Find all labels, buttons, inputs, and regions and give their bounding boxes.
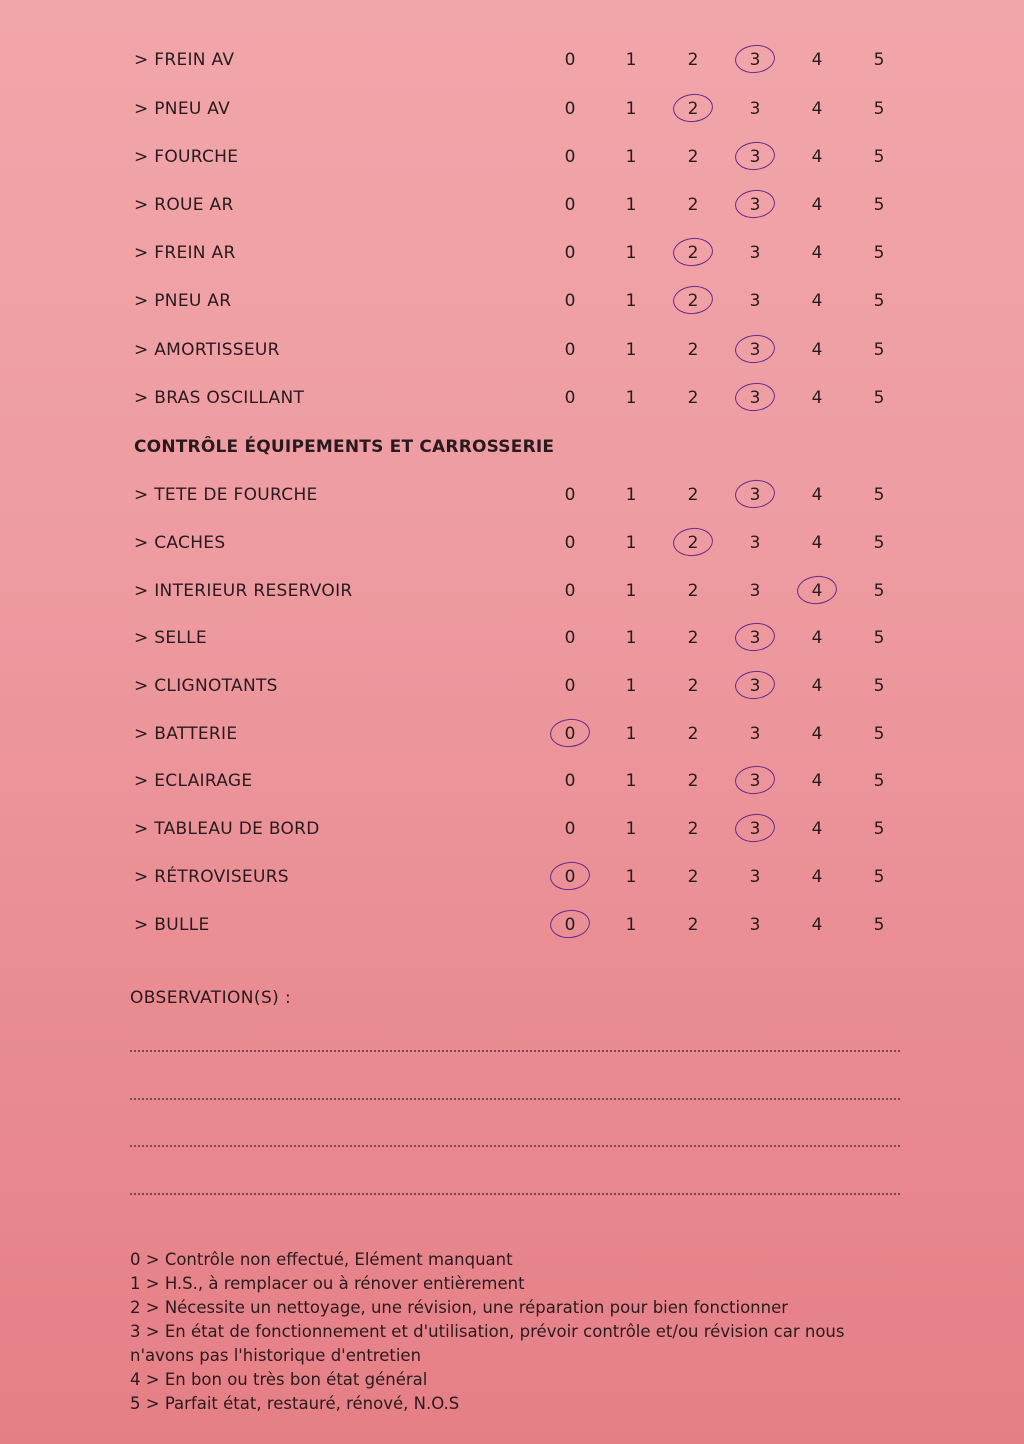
inspection-row <box>0 815 1024 847</box>
inspection-row <box>0 384 1024 416</box>
item-label: > PNEU AR <box>134 291 232 311</box>
item-label: > INTERIEUR RESERVOIR <box>134 581 353 601</box>
score-circled[interactable]: 0 <box>550 724 590 744</box>
score-option[interactable]: 2 <box>687 485 699 505</box>
score-option[interactable]: 5 <box>873 291 885 311</box>
score-option[interactable]: 5 <box>873 195 885 215</box>
score-option[interactable]: 4 <box>811 388 823 408</box>
item-label: > SELLE <box>134 628 207 648</box>
score-option[interactable]: 1 <box>625 50 637 70</box>
item-label: > BATTERIE <box>134 724 238 744</box>
inspection-row <box>0 672 1024 704</box>
score-option[interactable]: 5 <box>873 533 885 553</box>
observation-line[interactable] <box>130 1098 900 1100</box>
score-option[interactable]: 1 <box>625 388 637 408</box>
item-label: > FREIN AV <box>134 50 235 70</box>
score-option[interactable]: 4 <box>811 915 823 935</box>
inspection-row <box>0 529 1024 561</box>
score-circled[interactable]: 3 <box>735 195 775 215</box>
inspection-row <box>0 624 1024 656</box>
score-option[interactable]: 1 <box>625 291 637 311</box>
score-option[interactable]: 3 <box>749 291 761 311</box>
score-option[interactable]: 4 <box>811 99 823 119</box>
score-option[interactable]: 0 <box>564 819 576 839</box>
score-option[interactable]: 4 <box>811 771 823 791</box>
score-option[interactable]: 2 <box>687 819 699 839</box>
score-option[interactable]: 5 <box>873 340 885 360</box>
score-option[interactable]: 5 <box>873 915 885 935</box>
score-option[interactable]: 4 <box>811 485 823 505</box>
inspection-row <box>0 46 1024 78</box>
observations-label: OBSERVATION(S) : <box>130 988 292 1008</box>
score-option[interactable]: 2 <box>687 676 699 696</box>
score-option[interactable]: 4 <box>811 628 823 648</box>
score-option[interactable]: 5 <box>873 147 885 167</box>
score-option[interactable]: 0 <box>564 628 576 648</box>
score-option[interactable]: 4 <box>811 243 823 263</box>
score-option[interactable]: 2 <box>687 915 699 935</box>
section-title: CONTRÔLE ÉQUIPEMENTS ET CARROSSERIE <box>134 437 555 457</box>
score-circled[interactable]: 0 <box>550 915 590 935</box>
score-option[interactable]: 4 <box>811 195 823 215</box>
score-circled[interactable]: 3 <box>735 50 775 70</box>
score-option[interactable]: 1 <box>625 533 637 553</box>
item-label: > CLIGNOTANTS <box>134 676 278 696</box>
score-option[interactable]: 4 <box>811 340 823 360</box>
score-circled[interactable]: 3 <box>735 628 775 648</box>
score-option[interactable]: 0 <box>564 291 576 311</box>
score-option[interactable]: 2 <box>687 581 699 601</box>
score-option[interactable]: 5 <box>873 819 885 839</box>
score-option[interactable]: 1 <box>625 195 637 215</box>
score-option[interactable]: 5 <box>873 99 885 119</box>
score-circled[interactable]: 2 <box>673 533 713 553</box>
score-circled[interactable]: 3 <box>735 485 775 505</box>
score-option[interactable]: 3 <box>749 243 761 263</box>
score-option[interactable]: 4 <box>811 676 823 696</box>
score-option[interactable]: 5 <box>873 724 885 744</box>
inspection-row <box>0 239 1024 271</box>
inspection-row <box>0 191 1024 223</box>
score-option[interactable]: 5 <box>873 50 885 70</box>
inspection-row <box>0 95 1024 127</box>
score-option[interactable]: 2 <box>687 771 699 791</box>
item-label: > BULLE <box>134 915 210 935</box>
legend-item: 5 > Parfait état, restauré, rénové, N.O.S <box>130 1394 460 1413</box>
score-option[interactable]: 4 <box>811 819 823 839</box>
item-label: > FOURCHE <box>134 147 239 167</box>
score-option[interactable]: 5 <box>873 388 885 408</box>
score-option[interactable]: 1 <box>625 867 637 887</box>
score-option[interactable]: 1 <box>625 340 637 360</box>
item-label: > AMORTISSEUR <box>134 340 280 360</box>
score-circled[interactable]: 3 <box>735 340 775 360</box>
score-option[interactable]: 1 <box>625 147 637 167</box>
score-option[interactable]: 1 <box>625 724 637 744</box>
score-option[interactable]: 0 <box>564 533 576 553</box>
score-option[interactable]: 1 <box>625 771 637 791</box>
score-option[interactable]: 3 <box>749 533 761 553</box>
score-option[interactable]: 0 <box>564 771 576 791</box>
legend-item: 2 > Nécessite un nettoyage, une révision, une réparation pour bien fonctionner <box>130 1298 789 1317</box>
score-circled[interactable]: 2 <box>673 243 713 263</box>
observation-line[interactable] <box>130 1193 900 1195</box>
score-option[interactable]: 4 <box>811 50 823 70</box>
inspection-row <box>0 287 1024 319</box>
score-option[interactable]: 5 <box>873 867 885 887</box>
inspection-row <box>0 143 1024 175</box>
score-option[interactable]: 2 <box>687 147 699 167</box>
score-circled[interactable]: 2 <box>673 291 713 311</box>
score-option[interactable]: 4 <box>811 147 823 167</box>
item-label: > ROUE AR <box>134 195 234 215</box>
score-option[interactable]: 4 <box>811 867 823 887</box>
score-option[interactable]: 0 <box>564 147 576 167</box>
item-label: > PNEU AV <box>134 99 231 119</box>
item-label: > CACHES <box>134 533 226 553</box>
score-option[interactable]: 2 <box>687 50 699 70</box>
score-option[interactable]: 0 <box>564 99 576 119</box>
item-label: > TABLEAU DE BORD <box>134 819 320 839</box>
score-circled[interactable]: 3 <box>735 771 775 791</box>
score-option[interactable]: 0 <box>564 676 576 696</box>
item-label: > RÉTROVISEURS <box>134 867 289 887</box>
score-option[interactable]: 2 <box>687 724 699 744</box>
score-circled[interactable]: 3 <box>735 676 775 696</box>
score-option[interactable]: 1 <box>625 243 637 263</box>
score-option[interactable]: 3 <box>749 867 761 887</box>
score-option[interactable]: 2 <box>687 340 699 360</box>
score-option[interactable]: 5 <box>873 771 885 791</box>
score-circled[interactable]: 0 <box>550 867 590 887</box>
inspection-row <box>0 577 1024 609</box>
item-label: > BRAS OSCILLANT <box>134 388 305 408</box>
score-option[interactable]: 2 <box>687 628 699 648</box>
score-option[interactable]: 1 <box>625 581 637 601</box>
inspection-row <box>0 767 1024 799</box>
score-option[interactable]: 4 <box>811 724 823 744</box>
score-option[interactable]: 5 <box>873 581 885 601</box>
score-option[interactable]: 1 <box>625 676 637 696</box>
score-option[interactable]: 3 <box>749 724 761 744</box>
score-option[interactable]: 1 <box>625 485 637 505</box>
score-option[interactable]: 1 <box>625 628 637 648</box>
score-option[interactable]: 2 <box>687 195 699 215</box>
score-option[interactable]: 5 <box>873 243 885 263</box>
score-circled[interactable]: 4 <box>797 581 837 601</box>
score-option[interactable]: 0 <box>564 581 576 601</box>
legend-item: 4 > En bon ou très bon état général <box>130 1370 428 1389</box>
score-option[interactable]: 5 <box>873 676 885 696</box>
score-circled[interactable]: 3 <box>735 388 775 408</box>
score-option[interactable]: 0 <box>564 388 576 408</box>
inspection-row <box>0 720 1024 752</box>
observation-line[interactable] <box>130 1050 900 1052</box>
score-option[interactable]: 4 <box>811 533 823 553</box>
score-option[interactable]: 1 <box>625 99 637 119</box>
score-option[interactable]: 3 <box>749 99 761 119</box>
score-option[interactable]: 0 <box>564 340 576 360</box>
score-option[interactable]: 2 <box>687 388 699 408</box>
score-option[interactable]: 3 <box>749 581 761 601</box>
legend-item: 1 > H.S., à remplacer ou à rénover entièrement <box>130 1274 525 1293</box>
score-circled[interactable]: 3 <box>735 819 775 839</box>
score-option[interactable]: 0 <box>564 243 576 263</box>
item-label: > ECLAIRAGE <box>134 771 253 791</box>
score-option[interactable]: 5 <box>873 485 885 505</box>
score-option[interactable]: 5 <box>873 628 885 648</box>
score-option[interactable]: 1 <box>625 819 637 839</box>
score-option[interactable]: 0 <box>564 50 576 70</box>
inspection-row <box>0 336 1024 368</box>
inspection-row <box>0 863 1024 895</box>
inspection-row <box>0 481 1024 513</box>
score-circled[interactable]: 3 <box>735 147 775 167</box>
item-label: > TETE DE FOURCHE <box>134 485 318 505</box>
score-option[interactable]: 4 <box>811 291 823 311</box>
score-option[interactable]: 3 <box>749 915 761 935</box>
score-option[interactable]: 2 <box>687 867 699 887</box>
legend-item: 3 > En état de fonctionnement et d'utilisation, prévoir contrôle et/ou révision car nous n'avons pas l'historique d'entretien <box>130 1322 845 1365</box>
score-legend <box>130 1248 890 1416</box>
score-option[interactable]: 0 <box>564 195 576 215</box>
score-option[interactable]: 1 <box>625 915 637 935</box>
observation-line[interactable] <box>130 1145 900 1147</box>
item-label: > FREIN AR <box>134 243 236 263</box>
score-option[interactable]: 0 <box>564 485 576 505</box>
score-circled[interactable]: 2 <box>673 99 713 119</box>
inspection-row <box>0 911 1024 943</box>
legend-item: 0 > Contrôle non effectué, Elément manquant <box>130 1250 513 1269</box>
